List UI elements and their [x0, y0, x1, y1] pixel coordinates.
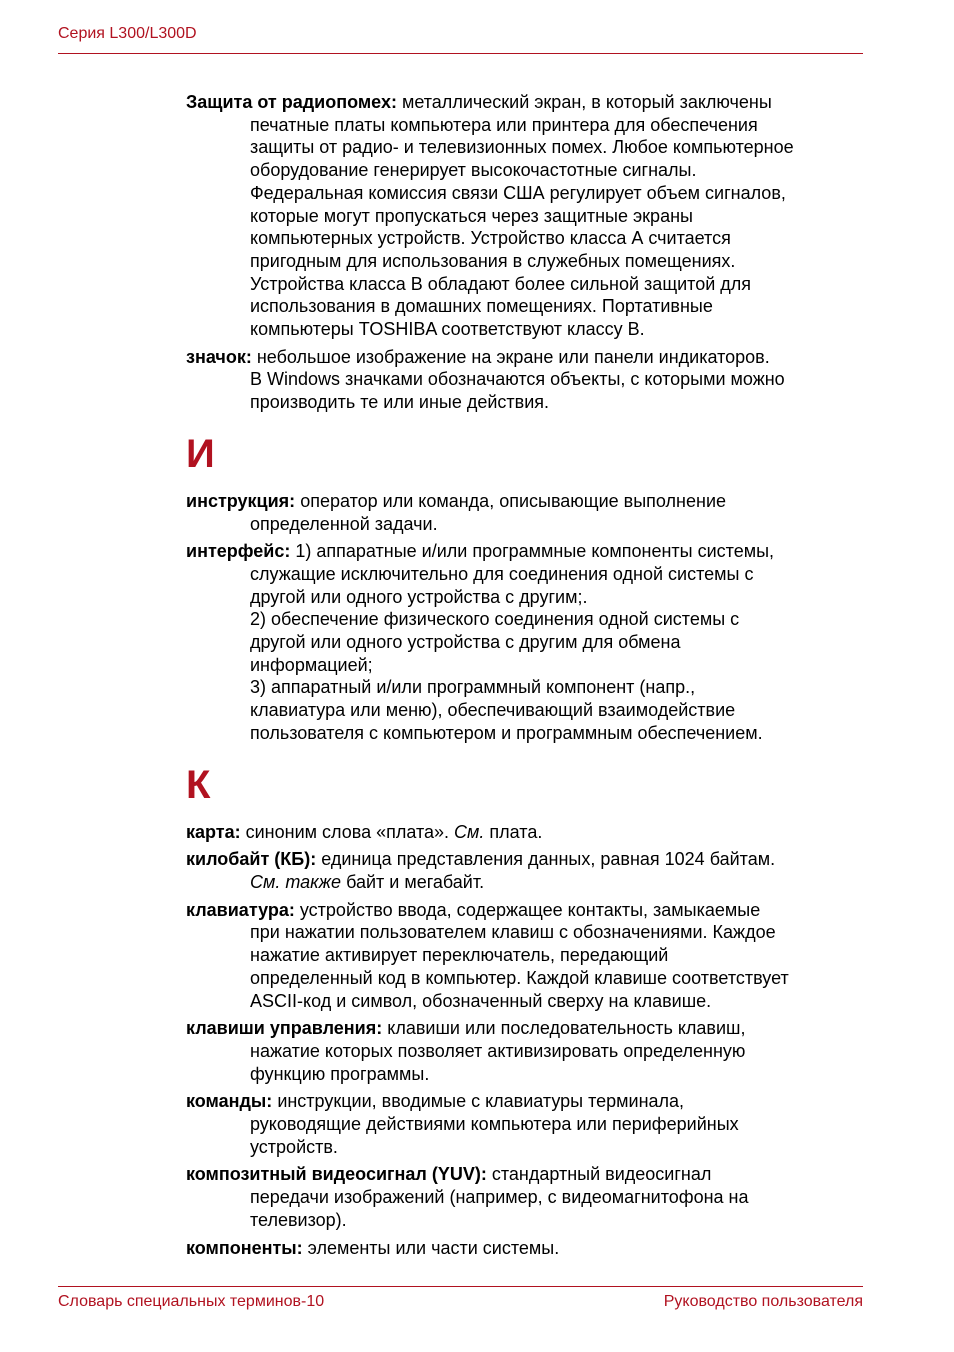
- entry-term: клавиши управления:: [186, 1018, 383, 1039]
- entry-line: небольшое изображение на экране или панели индикаторов.: [256, 346, 770, 367]
- entry-line: 1) аппаратные и/или программные компоненты системы,: [295, 541, 775, 562]
- entry-text: единица представления данных, равная 1024 байтам.: [321, 849, 776, 870]
- entry-line: функцию программы.: [250, 1063, 430, 1084]
- footer-rule: [58, 1286, 863, 1287]
- entry-line: нажатие которых позволяет активизировать определенную: [250, 1040, 746, 1061]
- glossary-entry-karta: [186, 821, 866, 844]
- glossary-entry: [186, 1163, 866, 1231]
- section-letter-i: И: [186, 431, 215, 476]
- entry-line: клавиши или последовательность клавиш,: [387, 1018, 746, 1039]
- entry-line: оборудование генерирует высокочастотные сигналы.: [250, 160, 697, 181]
- glossary-entry: [186, 490, 866, 535]
- page-header-title: Серия L300/L300D: [58, 25, 197, 42]
- glossary-entry: [186, 1237, 866, 1260]
- see-reference: См. также: [250, 871, 342, 892]
- entry-line: которые могут пропускаться через защитные экраны: [250, 205, 693, 226]
- entry-line: устройство ввода, содержащее контакты, замыкаемые: [299, 899, 761, 920]
- entry-line: инструкции, вводимые с клавиатуры терминала,: [277, 1091, 685, 1112]
- entry-line: 2) обеспечение физического соединения одной системы с: [250, 609, 740, 630]
- entry-line: компьютеры TOSHIBA соответствуют классу В.: [250, 319, 645, 340]
- entry-line: оператор или команда, описывающие выполнение: [300, 490, 727, 511]
- entry-line: Устройства класса В обладают более сильной защитой для: [250, 273, 752, 294]
- glossary-entry: [186, 1017, 866, 1085]
- entry-line: при нажатии пользователем клавиш с обозначениями. Каждое: [250, 922, 776, 943]
- entry-text: байт и мегабайт.: [346, 871, 485, 892]
- entry-line: элементы или части системы.: [307, 1237, 560, 1258]
- glossary-entry: [186, 91, 866, 341]
- section-letter-k: К: [186, 762, 211, 807]
- entry-line: компьютерных устройств. Устройство класса А считается: [250, 228, 731, 249]
- entry-line: [250, 871, 866, 894]
- entry-line: защиты от радио- и телевизионных помех. Любое компьютерное: [250, 137, 794, 158]
- entry-text: синоним слова «плата».: [245, 821, 450, 842]
- see-reference: См.: [454, 821, 485, 842]
- entry-term: Защита от радиопомех:: [186, 92, 397, 112]
- entry-term: значок:: [186, 346, 252, 367]
- entry-line: определенный код в компьютер. Каждой клавише соответствует: [250, 967, 789, 988]
- entry-line: определенной задачи.: [250, 513, 438, 534]
- entry-line: пользователя с компьютером и программным обеспечением.: [250, 722, 763, 743]
- glossary-entry-kilobyte: [186, 848, 866, 893]
- header-rule: [58, 53, 863, 54]
- entry-term: клавиатура:: [186, 899, 295, 920]
- entry-term: инструкция:: [186, 490, 296, 511]
- entry-text: плата.: [489, 821, 543, 842]
- entry-line: устройств.: [250, 1136, 338, 1157]
- entry-line: использования в домашних помещениях. Портативные: [250, 296, 713, 317]
- entry-line: ASCII-код и символ, обозначенный сверху на клавише.: [250, 990, 712, 1011]
- glossary-entry: [186, 346, 866, 414]
- glossary-entry: [186, 540, 866, 744]
- entry-line: клавиатура или меню), обеспечивающий взаимодействие: [250, 700, 736, 721]
- entry-line: другой или одного устройства с другим;.: [250, 586, 588, 607]
- entries-block-i: [186, 490, 866, 745]
- entry-line: металлический экран, в который заключены: [401, 92, 772, 112]
- entry-line: другой или одного устройства с другим для обмена: [250, 632, 681, 653]
- glossary-entry: [186, 899, 866, 1013]
- entry-line: информацией;: [250, 654, 373, 675]
- entry-line: нажатие активирует переключатель, передающий: [250, 945, 669, 966]
- footer-doc-title: Руководство пользователя: [663, 1293, 863, 1310]
- entry-line: телевизор).: [250, 1209, 347, 1230]
- entry-line: производить те или иные действия.: [250, 392, 550, 413]
- glossary-content: [186, 91, 866, 1264]
- entry-line: печатные платы компьютера или принтера для обеспечения: [250, 114, 758, 135]
- entry-line: Федеральная комиссия связи США регулирует объем сигналов,: [250, 182, 786, 203]
- entry-line: служащие исключительно для соединения одной системы с: [250, 563, 754, 584]
- entry-line: стандартный видеосигнал: [491, 1164, 712, 1185]
- glossary-entry: [186, 1090, 866, 1158]
- entries-block-k: [186, 899, 866, 1260]
- entry-term: компоненты:: [186, 1237, 303, 1258]
- entry-line: руководящие действиями компьютера или периферийных: [250, 1114, 739, 1135]
- entry-line: передачи изображений (например, с видеомагнитофона на: [250, 1187, 749, 1208]
- footer-page-label: Словарь специальных терминов-10: [58, 1293, 325, 1310]
- entry-line: В Windows значками обозначаются объекты, с которыми можно: [250, 369, 785, 390]
- entry-line: пригодным для использования в служебных помещениях.: [250, 250, 736, 271]
- entry-term: карта:: [186, 821, 241, 842]
- entry-term: интерфейс:: [186, 541, 291, 562]
- entry-term: композитный видеосигнал (YUV):: [186, 1164, 487, 1185]
- entry-term: команды:: [186, 1091, 273, 1112]
- entry-line: 3) аппаратный и/или программный компонент (напр.,: [250, 677, 696, 698]
- entries-block-a: [186, 91, 866, 414]
- entry-term: килобайт (КБ):: [186, 849, 317, 870]
